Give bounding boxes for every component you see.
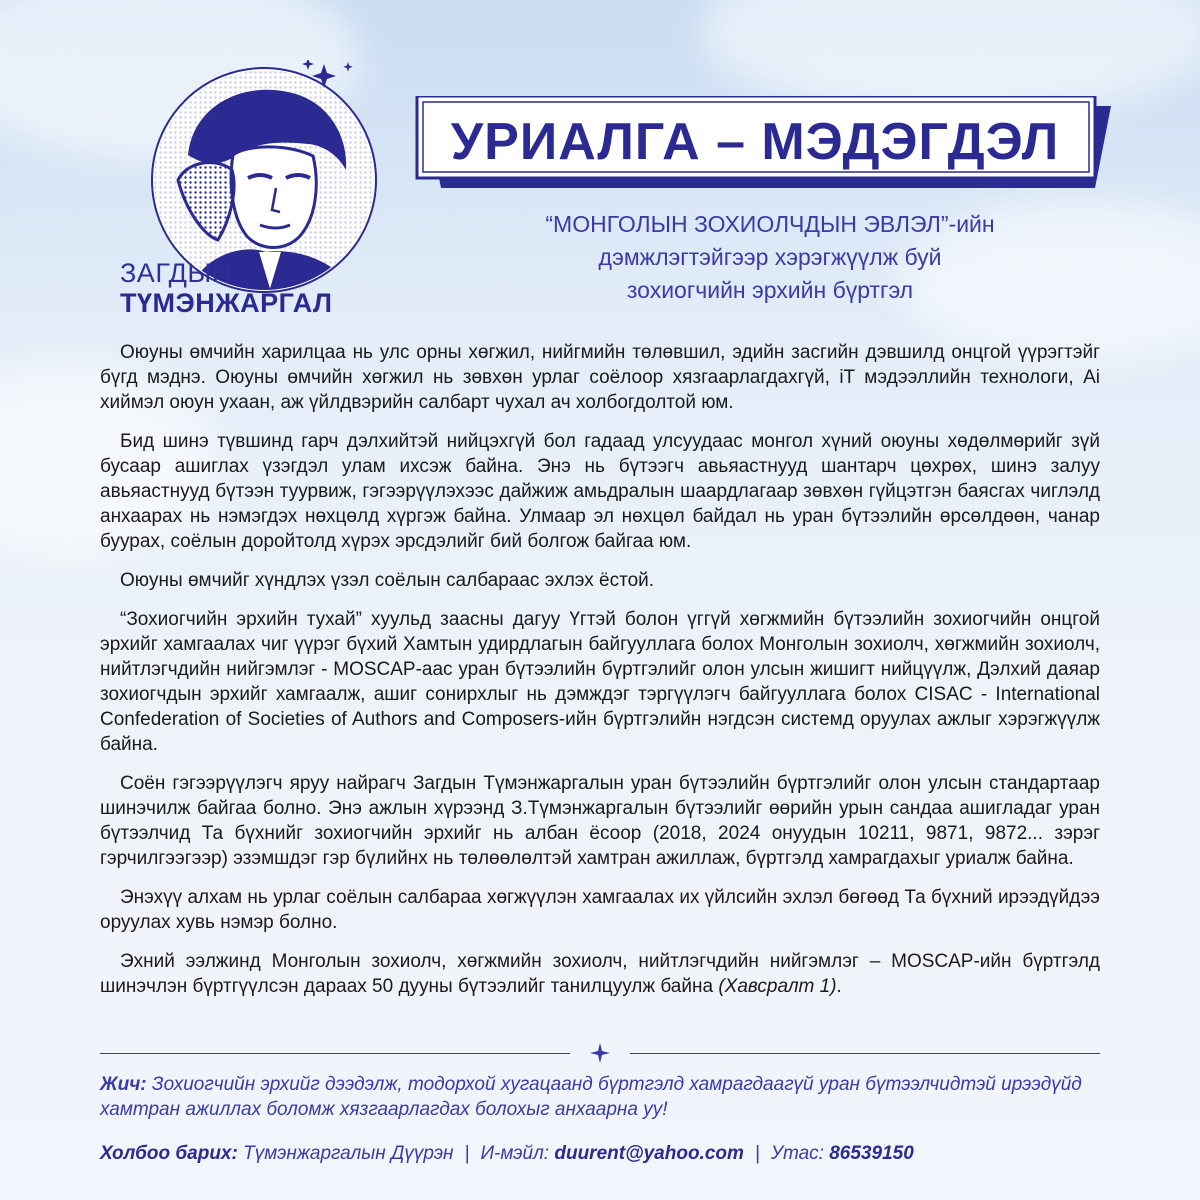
- subtitle-line: дэмжлэгтэйгээр хэрэгжүүлж буй: [598, 244, 942, 270]
- paragraph: Оюуны өмчийг хүндлэх үзэл соёлын салбараас эхлэх ёстой.: [120, 570, 655, 591]
- note-text: Зохиогчийн эрхийг дээдэлж, тодорхой хугацаанд бүртгэлд хамрагдаагүй уран бүтээлчидтэй ирээдүйд хамтран ажиллах боломж хязгаарлагдах болохыг анхаарна уу!: [100, 1074, 1082, 1120]
- paragraph-last: [100, 949, 1100, 999]
- author-first-name: ЗАГДЫН: [120, 258, 232, 288]
- note-label: Жич:: [100, 1074, 147, 1095]
- title-banner: [415, 96, 1111, 188]
- paragraph: Бид шинэ түвшинд гарч дэлхийтэй нийцэхгүй бол гадаад улсуудаас монгол хүний оюуны хөдөлмөрийг зүй бусаар ашиглах үзэгдэл улам ихсэж байна. Энэ нь бүтээгч авьяастнууд шантарч цөхрөх, шинэ залуу авьяастнууд бүтээн туурвиж, гэгээрүүлэхээс дайжиж амьдралын шаардлагаар зөвхөн гүйцэтгэн баясгах чиглэлд анхаарах нь нэмэгдэх нөхцөлд хүргэж байна. Улмаар эл нөхцөл байдал нь уран бүтээлийн өрсөлдөөн, чанар буурах, соёлын доройтолд хүрэх эрсдэлийг бий болгож байгаа юм.: [100, 431, 1100, 552]
- paragraph: “Зохиогчийн эрхийн тухай” хуульд заасны дагуу Үгтэй болон үггүй хөгжмийн бүтээлийн зохиогчийн онцгой эрхийг хамгаалах чиг үүрэг бүхий Хамтын удирдлагын байгууллага болох Монголын зохиолч, хөгжмийн зохиолч, нийтлэгчдийн нийгэмлэг - MOSCAP-аас уран бүтээлийн бүртгэлийг олон улсын жишигт нийцүүлж, Дэлхий даяар зохиогчдын эрхийг хамгаалж, ашиг сонирхлыг нь дэмждэг тэргүүлэгч байгууллага болох CISAC - International Confederation of Societies of Authors and Composers-ийн бүртгэлийн нэгдсэн системд оруулах ажлыг хэрэгжүүлж байна.: [100, 609, 1100, 755]
- paragraph-last-text: Эхний ээлжинд Монголын зохиолч, хөгжмийн зохиолч, нийтлэгчдийн нийгэмлэг – MOSCAP-ийн бүртгэлд шинэчлэн бүртгүүлсэн дараах 50 дууны бүтээлийг танилцуулж байна: [100, 951, 1100, 997]
- paragraph-end: .: [836, 976, 842, 997]
- paragraph: Соён гэгээрүүлэгч яруу найрагч Загдын Түмэнжаргалын уран бүтээлийн бүртгэлийг олон улсын стандартаар шинэчилж байгаа болно. Энэ ажлын хүрээнд З.Түмэнжаргалын бүтээлийг өөрийн урын сандаа ашигладаг уран бүтээлчид Та бүхнийг зохиогчийн эрхийг нь албан ёсоор (2018, 2024 онуудын 10211, 9871, 9872... зэрэг гэрчилгээгээр) эзэмшдэг гэр бүлийнх нь төлөөлөлтэй хамтран ажиллаж, бүртгэлд хамрагдахыг уриалж байна.: [100, 773, 1100, 869]
- contact-name: Түмэнжаргалын Дүүрэн: [237, 1143, 454, 1164]
- email-link[interactable]: duurent@yahoo.com: [554, 1143, 744, 1164]
- separator: |: [464, 1143, 470, 1164]
- separator: |: [754, 1143, 760, 1164]
- star-divider-icon: [590, 1043, 610, 1063]
- divider: [100, 1043, 1100, 1063]
- paragraph: Оюуны өмчийн харилцаа нь улс орны хөгжил, нийгмийн төлөвшил, эдийн засгийн дэвшилд онцгой үүрэгтэйг бүгд мэднэ. Оюуны өмчийн хөгжил нь зөвхөн урлаг соёлоор хязгаарлагдахгүй, iT мэдээллийн технологи, Ai хиймэл оюун ухаан, аж үйлдвэрийн салбарт чухал ач холбогдолтой юм.: [100, 342, 1100, 413]
- subtitle-line: “МОНГОЛЫН ЗОХИОЛЧДЫН ЭВЛЭЛ”-ийн: [545, 211, 995, 237]
- contact-label: Холбоо барих:: [100, 1143, 238, 1164]
- contact-line: [100, 1143, 1100, 1165]
- note: [100, 1072, 1100, 1122]
- subtitle: [470, 208, 1070, 307]
- subtitle-line: зохиогчийн эрхийн бүртгэл: [626, 277, 914, 303]
- paragraph: Энэхүү алхам нь урлаг соёлын салбараа хөгжүүлэн хамгаалах их үйлсийн эхлэл бөгөөд Та бүхний ирээдүйдээ оруулах хувь нэмэр болно.: [100, 887, 1100, 933]
- page-title: УРИАЛГА – МЭДЭГДЭЛ: [450, 113, 1060, 171]
- body-text: [100, 340, 1100, 1013]
- phone-label: Утас:: [770, 1143, 830, 1164]
- email-label: И-мэйл:: [480, 1143, 555, 1164]
- phone-number[interactable]: 86539150: [829, 1143, 914, 1164]
- appendix-reference: (Хавсралт 1): [718, 976, 837, 997]
- author-last-name: ТҮМЭНЖАРГАЛ: [120, 288, 333, 318]
